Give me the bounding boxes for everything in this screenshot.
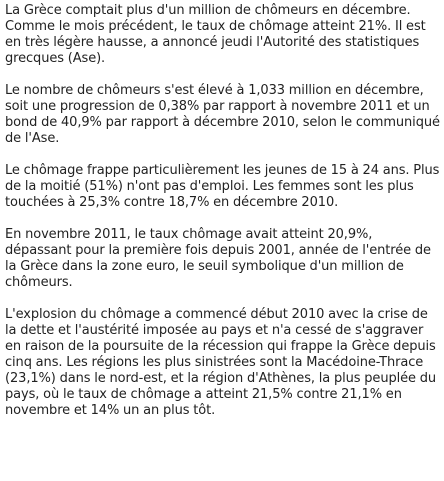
paragraph: Le chômage frappe particulièrement les jeunes de 15 à 24 ans. Plus de la moitié (51%) n'ont pas d'emploi. Les femmes sont les plus touchées à 25,3% contre 18,7% en décembre 2010.: [5, 163, 440, 210]
paragraph: La Grèce comptait plus d'un million de chômeurs en décembre. Comme le mois précédent, le taux de chômage atteint 21%. Il est en très légère hausse, a annoncé jeudi l'Autorité des statistiques grecques (Ase).: [5, 3, 426, 66]
paragraph: L'explosion du chômage a commencé début 2010 avec la crise de la dette et l'austérité imposée au pays et n'a cessé de s'aggraver en raison de la poursuite de la récession qui frappe la Grèce depuis cinq ans. Les régions les plus sinistrées sont la Macédoine-Thrace (23,1%) dans le nord-est, et la région d'Athènes, la plus peuplée du pays, où le taux de chômage a atteint 21,5% contre 21,1% en novembre et 14% un an plus tôt.: [5, 307, 437, 418]
paragraph: Le nombre de chômeurs s'est élevé à 1,033 million en décembre, soit une progression de 0,38% par rapport à novembre 2011 et un bond de 40,9% par rapport à décembre 2010, selon le communiqué de l'Ase.: [5, 83, 440, 146]
paragraph: En novembre 2011, le taux chômage avait atteint 20,9%, dépassant pour la première fois depuis 2001, année de l'entrée de la Grèce dans la zone euro, le seuil symbolique d'un million de chômeurs.: [5, 227, 431, 290]
